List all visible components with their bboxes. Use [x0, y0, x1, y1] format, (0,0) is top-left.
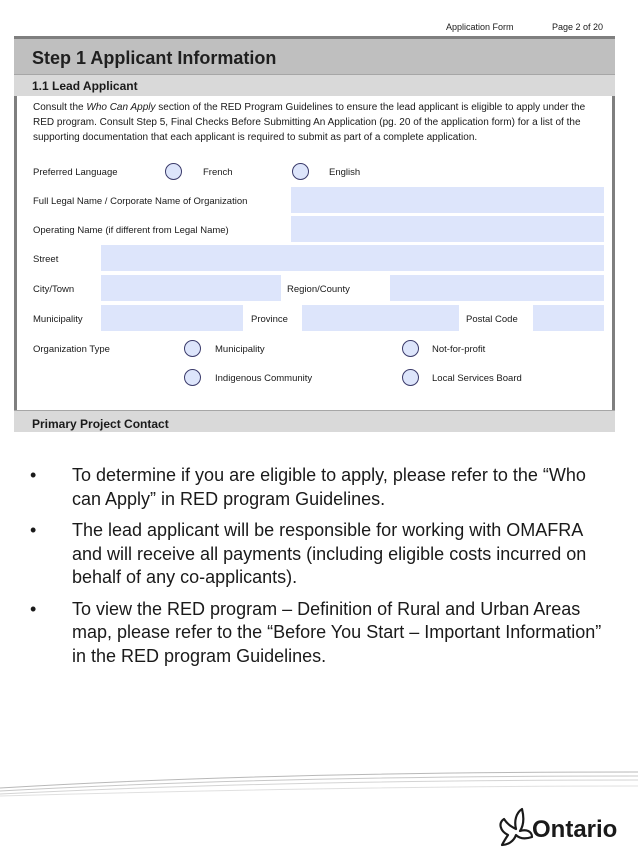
radio-english[interactable]	[292, 163, 309, 180]
ontario-logo-text: Ontario	[532, 816, 618, 843]
operating-name-input[interactable]	[291, 216, 604, 242]
bullet-icon: •	[30, 598, 37, 619]
form-page-header	[0, 22, 614, 36]
french-label: French	[203, 167, 233, 178]
not-for-profit-label: Not-for-profit	[432, 344, 486, 355]
bullet-icon: •	[30, 520, 37, 540]
municipality-input[interactable]	[101, 305, 243, 331]
region-input[interactable]	[390, 275, 604, 301]
form-name: Application Form	[446, 22, 514, 32]
list-item: • The lead applicant will be responsible for working with OMAFRA and will receive all payments (including eligible costs incurred on behalf of any co-applicants).	[30, 520, 587, 587]
intro-text: Consult the Who Can Apply section of the RED Program Guidelines to ensure the lead applicant is eligible to apply under the RED program. Consult Step 5, Final Checks Before Submitting An Application (pg. 20 of the application form) for a list of the supporting documentation that each applicant is required to submit as part of a complete application.	[33, 102, 586, 143]
radio-not-for-profit[interactable]	[402, 340, 419, 357]
operating-name-label: Operating Name (if different from Legal Name)	[33, 225, 229, 236]
section-title: 1.1 Lead Applicant	[32, 79, 138, 93]
municipality-label: Municipality	[33, 314, 83, 325]
intro-italic: Who Can Apply	[86, 102, 156, 113]
local-services-board-label: Local Services Board	[432, 373, 522, 384]
street-label: Street	[33, 254, 59, 265]
region-label: Region/County	[287, 284, 350, 295]
step-title-bar	[14, 36, 615, 74]
radio-indigenous-community[interactable]	[184, 369, 201, 386]
page-number: Page 2 of 20	[552, 22, 604, 32]
bullet-icon: •	[30, 465, 37, 485]
postal-code-input[interactable]	[533, 305, 604, 331]
english-label: English	[329, 167, 361, 178]
list-item: • To determine if you are eligible to apply, please refer to the “Who can Apply” in RED program Guidelines.	[30, 465, 586, 509]
street-input[interactable]	[101, 245, 604, 271]
indigenous-community-label: Indigenous Community	[215, 373, 313, 384]
list-item: • To view the RED program – Definition of Rural and Urban Areas map, please refer to the “Before You Start – Important Information” in the RED program Guidelines.	[30, 598, 602, 666]
province-label: Province	[251, 314, 288, 325]
organization-type-label: Organization Type	[33, 344, 110, 355]
preferred-language-label: Preferred Language	[33, 167, 118, 178]
footer-decorative-lines	[0, 768, 638, 798]
step-title: Step 1 Applicant Information	[32, 48, 277, 68]
city-label: City/Town	[33, 284, 75, 295]
radio-french[interactable]	[165, 163, 182, 180]
bullet-list	[30, 464, 615, 676]
city-input[interactable]	[101, 275, 281, 301]
primary-project-contact-title: Primary Project Contact	[32, 417, 169, 431]
legal-name-input[interactable]	[291, 187, 604, 213]
radio-local-services-board[interactable]	[402, 369, 419, 386]
postal-code-label: Postal Code	[466, 314, 518, 325]
section-title-bar	[14, 74, 615, 96]
radio-municipality[interactable]	[184, 340, 201, 357]
municipality-option-label: Municipality	[215, 344, 265, 355]
legal-name-label: Full Legal Name / Corporate Name of Organization	[33, 196, 248, 207]
province-input[interactable]	[302, 305, 459, 331]
primary-project-contact-bar	[14, 410, 615, 432]
